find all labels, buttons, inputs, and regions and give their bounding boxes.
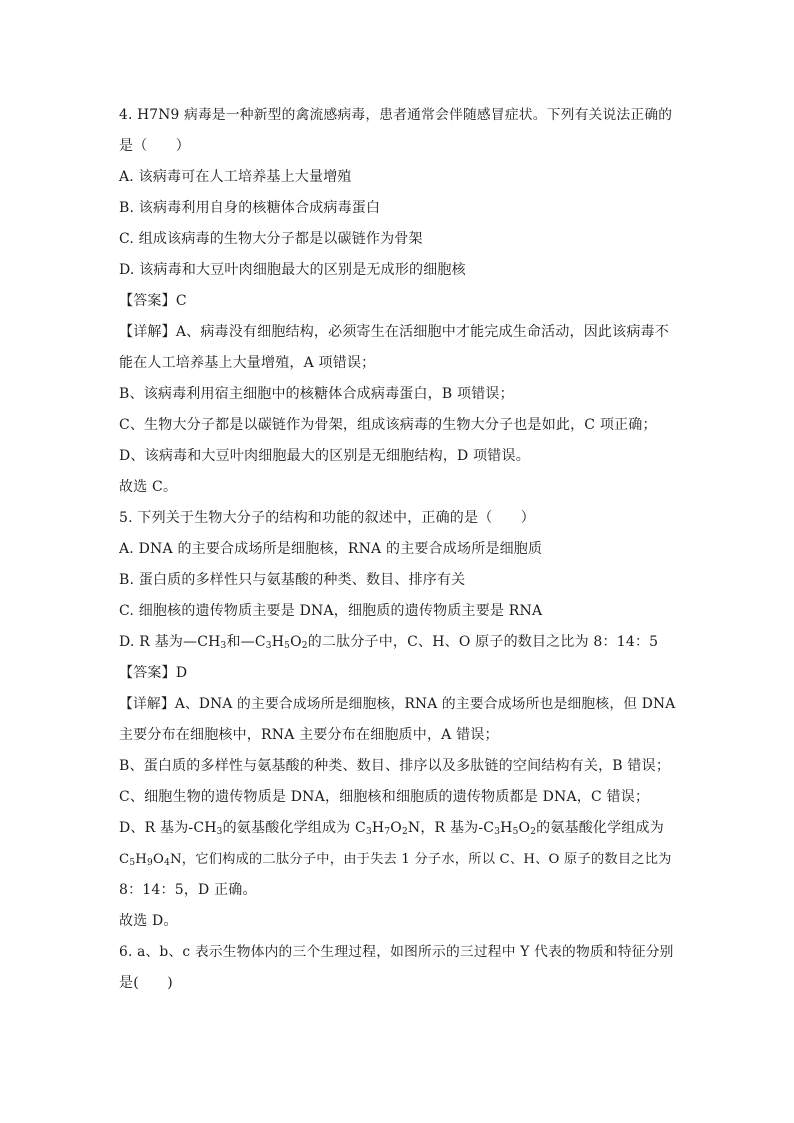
formula-part: N，R 基为-C — [407, 820, 495, 836]
formula-part: 的二肽分子中，C、H、O 原子的数目之比为 8：14：5 — [307, 634, 659, 650]
formula-part: H — [500, 820, 513, 836]
q4-option-d: D. 该病毒和大豆叶肉细胞最大的区别是无成形的细胞核 — [119, 262, 466, 278]
q5-analysis-line1 — [119, 689, 679, 720]
subscript: 5 — [284, 641, 291, 651]
subscript: 3 — [265, 641, 272, 651]
analysis-text: A、病毒没有细胞结构，必须寄生在活细胞中才能完成生命活动，因此该病毒不 — [175, 324, 669, 340]
formula-part: H — [271, 634, 285, 650]
subscript: 3 — [216, 827, 223, 837]
q4-stem-line2: 是（ ） — [119, 138, 190, 154]
subscript: 3 — [220, 641, 227, 651]
q4-analysis-line2: 能在人工培养基上大量增殖，A 项错误； — [119, 355, 376, 371]
q4-analysis-line1 — [119, 317, 679, 348]
q5-option-d — [119, 627, 679, 658]
formula-part: N，它们构成的二肽分子中，由于失去 1 分子水，所以 C、H、O 原子的数目之比为 — [170, 852, 672, 867]
answer-value: D — [175, 665, 188, 681]
q4-analysis-b: B、该病毒利用宿主细胞中的核糖体合成病毒蛋白，B 项错误； — [119, 386, 514, 402]
q5-stem: 5. 下列关于生物大分子的结构和功能的叙述中，正确的是（ ） — [119, 510, 536, 526]
q5-analysis-c: C、细胞生物的遗传物质是 DNA，细胞核和细胞质的遗传物质都是 DNA，C 错误； — [119, 789, 650, 805]
formula-part: O — [290, 634, 302, 650]
subscript: 2 — [530, 827, 537, 837]
q4-stem-line1: 4. H7N9 病毒是一种新型的禽流感病毒，患者通常会伴随感冒症状。下列有关说法正确的 — [119, 107, 673, 123]
analysis-tag: 【详解】 — [119, 696, 175, 712]
q5-option-b: B. 蛋白质的多样性只与氨基酸的种类、数目、排序有关 — [119, 572, 466, 588]
q5-analysis-d-line1 — [119, 813, 679, 844]
formula-part: H — [371, 820, 385, 836]
subscript: 5 — [129, 858, 136, 868]
subscript: 5 — [512, 827, 519, 837]
q5-option-a: A. DNA 的主要合成场所是细胞核，RNA 的主要合成场所是细胞质 — [119, 541, 543, 557]
formula-part: 的氨基酸化学组成为 — [536, 820, 664, 836]
subscript: 2 — [301, 641, 308, 651]
q5-analysis-b: B、蛋白质的多样性与氨基酸的种类、数目、排序以及多肽链的空间结构有关，B 错误； — [119, 758, 671, 774]
document-page — [119, 100, 679, 999]
formula-part: D. R 基为—CH — [119, 634, 221, 650]
q5-analysis-d-line3: 8：14：5，D 正确。 — [119, 882, 257, 898]
subscript: 4 — [164, 858, 170, 868]
formula-part: 和—C — [226, 634, 266, 650]
q4-conclusion: 故选 C。 — [119, 479, 178, 495]
q5-answer — [119, 658, 679, 689]
q5-analysis-d-line2 — [119, 844, 679, 875]
analysis-tag: 【详解】 — [119, 324, 176, 340]
q4-answer — [119, 286, 679, 317]
q4-option-b: B. 该病毒利用自身的核糖体合成病毒蛋白 — [119, 200, 381, 216]
answer-value: C — [175, 293, 187, 309]
subscript: 7 — [384, 827, 391, 837]
q5-analysis-line2: 主要分布在细胞核中，RNA 主要分布在细胞质中，A 错误； — [119, 727, 499, 743]
q4-analysis-d: D、该病毒和大豆叶肉细胞最大的区别是无细胞结构，D 项错误。 — [119, 448, 530, 464]
formula-part: C — [119, 852, 130, 867]
answer-tag: 【答案】 — [119, 665, 176, 681]
formula-part: D、R 基为-CH — [119, 820, 217, 836]
q6-stem-line2: 是( ) — [119, 975, 173, 991]
subscript: 9 — [147, 858, 153, 868]
formula-part: H — [135, 852, 148, 867]
analysis-text: A、DNA 的主要合成场所是细胞核，RNA 的主要合成场所也是细胞核，但 DNA — [174, 696, 676, 712]
formula-part: O — [518, 820, 531, 836]
formula-part: O — [390, 820, 402, 836]
q6-stem-line1: 6. a、b、c 表示生物体内的三个生理过程，如图所示的三过程中 Y 代表的物质和特征分别 — [119, 944, 674, 960]
q5-option-c: C. 细胞核的遗传物质主要是 DNA，细胞质的遗传物质主要是 RNA — [119, 603, 543, 619]
subscript: 2 — [401, 827, 408, 837]
subscript: 3 — [365, 827, 372, 837]
q5-conclusion: 故选 D。 — [119, 913, 178, 929]
q4-analysis-c: C、生物大分子都是以碳链作为骨架，组成该病毒的生物大分子也是如此，C 项正确； — [119, 417, 657, 433]
answer-tag: 【答案】 — [119, 293, 176, 309]
subscript: 3 — [494, 827, 501, 837]
q4-option-c: C. 组成该病毒的生物大分子都是以碳链作为骨架 — [119, 231, 423, 247]
q4-option-a: A. 该病毒可在人工培养基上大量增殖 — [119, 169, 352, 185]
formula-part: 的氨基酸化学组成为 C — [222, 820, 366, 836]
formula-part: O — [152, 852, 165, 867]
